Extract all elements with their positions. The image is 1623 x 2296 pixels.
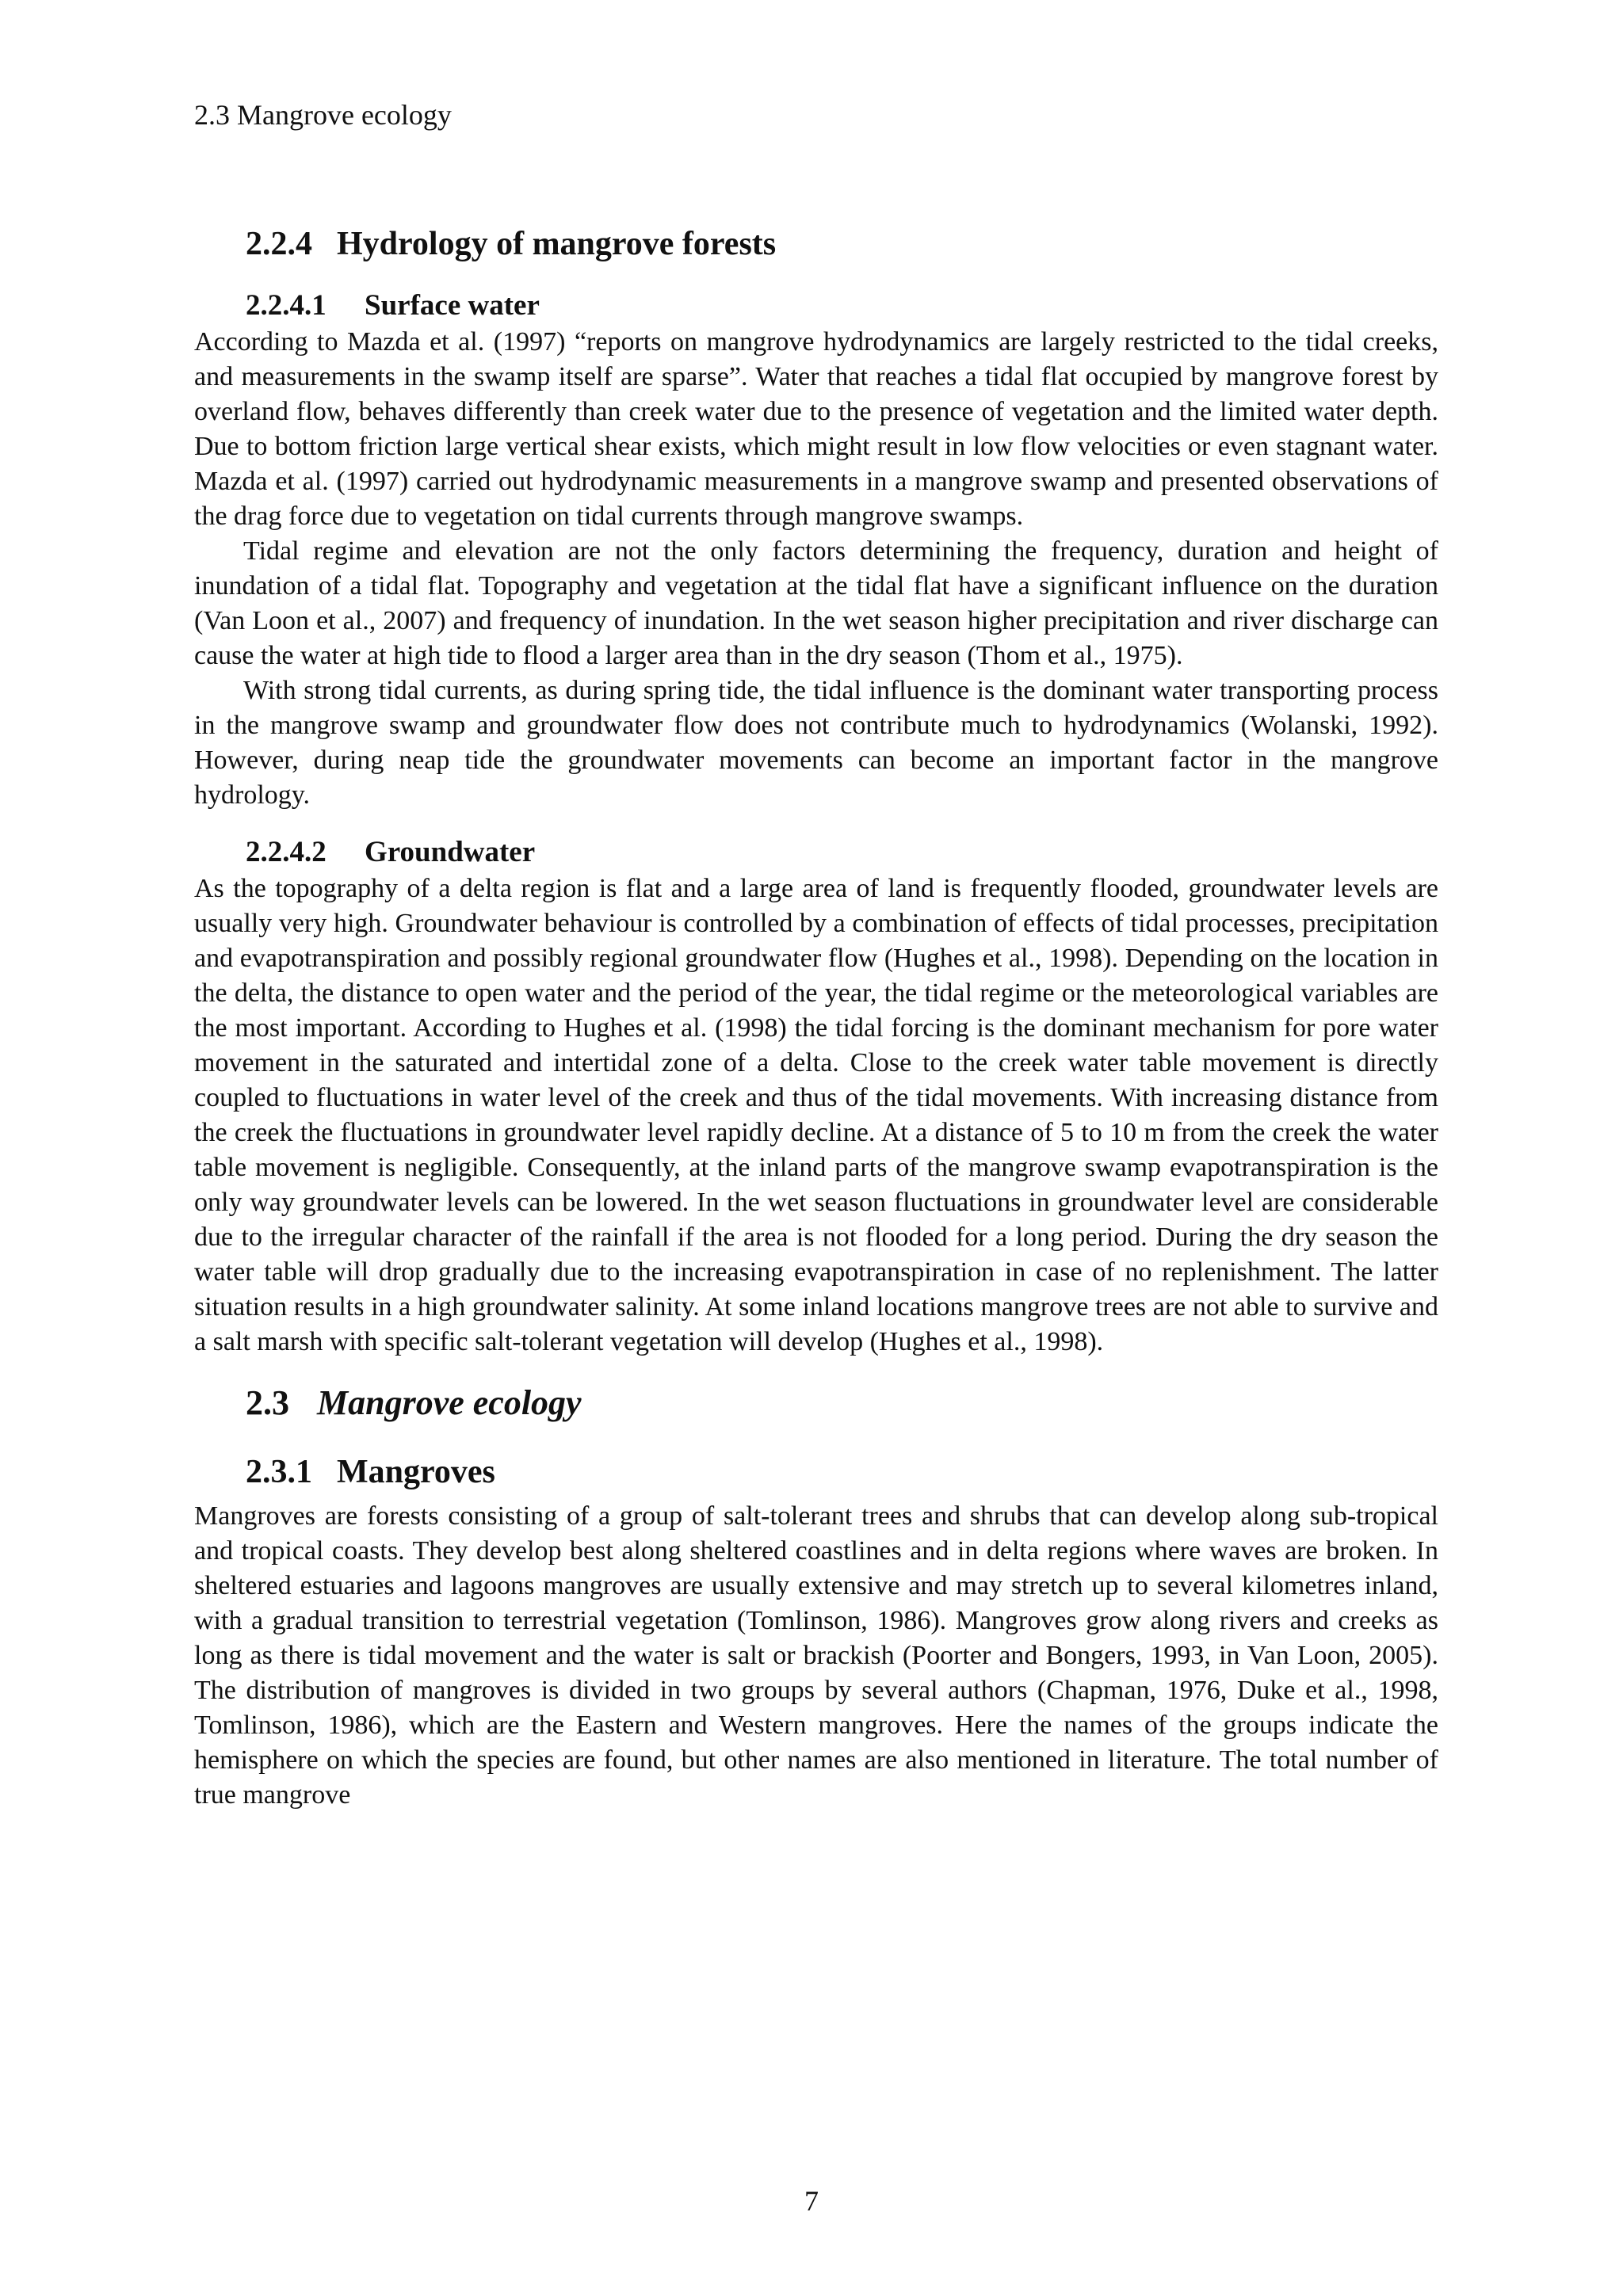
section-heading-2-2-4-1: [246, 287, 1438, 325]
page-number: 7: [804, 2185, 819, 2217]
running-header: 2.3 Mangrove ecology: [194, 99, 452, 131]
section-title: Hydrology of mangrove forests: [337, 226, 777, 262]
paragraph-groundwater-1: As the topography of a delta region is flat and a large area of land is frequently flooded, groundwater levels are usually very high. Groundwater behaviour is controlled by a combination of effects of tidal processes, precipitation and evapotranspiration and possibly regional groundwater flow (Hughes et al., 1998). Depending on the location in the delta, the distance to open water and the period of the year, the tidal regime or the meteorological variables are the most important. According to Hughes et al. (1998) the tidal forcing is the dominant mechanism for pore water movement in the saturated and intertidal zone of a delta. Close to the creek water table movement is directly coupled to fluctuations in water level of the creek and thus of the tidal movements. With increasing distance from the creek the fluctuations in groundwater level rapidly decline. At a distance of 5 to 10 m from the creek the water table movement is negligible. Consequently, at the inland parts of the mangrove swamp evapotranspiration is the only way groundwater levels can be lowered. In the wet season fluctuations in groundwater level are considerable due to the irregular character of the rainfall if the area is not flooded for a long period. During the dry season the water table will drop gradually due to the increasing evapotranspiration in case of no replenishment. The latter situation results in a high groundwater salinity. At some inland locations mangrove trees are not able to survive and a salt marsh with specific salt-tolerant vegetation will develop (Hughes et al., 1998).: [194, 874, 1438, 1356]
page-content: [194, 222, 1438, 1813]
paragraph-surface-water-2: Tidal regime and elevation are not the only factors determining the frequency, duration and height of inundation of a tidal flat. Topography and vegetation at the tidal flat have a significant influence on the duration (Van Loon et al., 2007) and frequency of inundation. In the wet season higher precipitation and river discharge can cause the water at high tide to flood a larger area than in the dry season (Thom et al., 1975).: [194, 536, 1438, 670]
section-number: 2.2.4.2: [246, 836, 327, 868]
section-number: 2.3.1: [246, 1454, 312, 1490]
section-heading-2-2-4-2: [246, 833, 1438, 871]
paragraph-surface-water-3: With strong tidal currents, as during spring tide, the tidal influence is the dominant water transporting process in the mangrove swamp and groundwater flow does not contribute much to hydrodynamics (Wolanski, 1992). However, during neap tide the groundwater movements can become an important factor in the mangrove hydrology.: [194, 676, 1438, 810]
section-number: 2.2.4.1: [246, 289, 327, 322]
section-heading-2-2-4: [246, 222, 1438, 266]
section-title: Mangroves: [337, 1454, 495, 1490]
paragraph-surface-water-1: According to Mazda et al. (1997) “reports on mangrove hydrodynamics are largely restricted to the tidal creeks, and measurements in the swamp itself are sparse”. Water that reaches a tidal flat occupied by mangrove forest by overland flow, behaves differently than creek water due to the presence of vegetation and the limited water depth. Due to bottom friction large vertical shear exists, which might result in low flow velocities or even stagnant water. Mazda et al. (1997) carried out hydrodynamic measurements in a mangrove swamp and presented observations of the drag force due to vegetation on tidal currents through mangrove swamps.: [194, 327, 1438, 531]
section-heading-2-3: [246, 1380, 1438, 1426]
section-title: Groundwater: [365, 836, 536, 868]
section-title: Mangrove ecology: [317, 1383, 582, 1422]
section-number: 2.2.4: [246, 226, 312, 262]
paragraph-mangroves-1: Mangroves are forests consisting of a group of salt-tolerant trees and shrubs that can develop along sub-tropical and tropical coasts. They develop best along sheltered coastlines and in delta regions where waves are broken. In sheltered estuaries and lagoons mangroves are usually extensive and may stretch up to several kilometres inland, with a gradual transition to terrestrial vegetation (Tomlinson, 1986). Mangroves grow along rivers and creeks as long as there is tidal movement and the water is salt or brackish (Poorter and Bongers, 1993, in Van Loon, 2005). The distribution of mangroves is divided in two groups by several authors (Chapman, 1976, Duke et al., 1998, Tomlinson, 1986), which are the Eastern and Western mangroves. Here the names of the groups indicate the hemisphere on which the species are found, but other names are also mentioned in literature. The total number of true mangrove: [194, 1501, 1438, 1810]
section-heading-2-3-1: [246, 1450, 1438, 1494]
section-title: Surface water: [365, 289, 540, 322]
section-number: 2.3: [246, 1383, 289, 1422]
spacer: [194, 813, 1438, 833]
